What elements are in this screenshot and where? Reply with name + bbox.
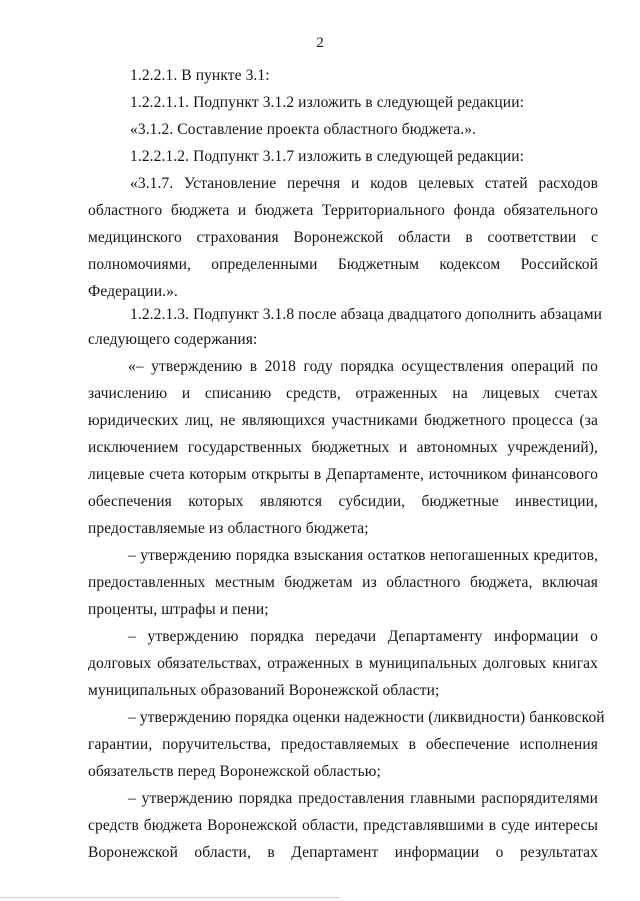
text-line: лицевые счета которым открыты в Департаменте, источником финансового <box>88 466 598 483</box>
text-line: «– утверждению в 2018 году порядка осуществления операций по <box>128 358 598 375</box>
text-line: юридических лиц, не являющихся участниками бюджетного процесса (за <box>88 412 598 429</box>
text-line: полномочиями, определенными Бюджетным кодексом Российской <box>88 256 598 273</box>
text-line: долговых обязательствах, отраженных в муниципальных долговых книгах <box>88 655 598 672</box>
text-line: – утверждению порядка взыскания остатков непогашенных кредитов, <box>128 547 598 564</box>
text-line: медицинского страхования Воронежской области в соответствии с <box>88 229 598 246</box>
text-line: 1.2.2.1.2. Подпункт 3.1.7 изложить в следующей редакции: <box>130 148 525 165</box>
text-line: предоставляемые из областного бюджета; <box>88 520 369 537</box>
text-line: областного бюджета и бюджета Территориального фонда обязательного <box>88 202 598 219</box>
text-line: 1.2.2.1. В пункте 3.1: <box>130 67 270 84</box>
text-line: – утверждению порядка оценки надежности (ликвидности) банковской <box>128 709 605 726</box>
text-line: обязательств перед Воронежской областью; <box>88 763 381 780</box>
text-line: средств бюджета Воронежской области, представлявшими в суде интересы <box>88 817 598 834</box>
text-line: – утверждению порядка передачи Департаменту информации о <box>128 628 598 645</box>
text-line: Воронежской области, в Департамент информации о результатах <box>88 844 598 861</box>
page-edge-divider <box>0 897 340 898</box>
text-line: 1.2.2.1.1. Подпункт 3.1.2 изложить в следующей редакции: <box>130 94 525 111</box>
text-line: Федерации.». <box>88 283 178 300</box>
page-number: 2 <box>316 35 324 51</box>
text-line: – утверждению порядка предоставления главными распорядителями <box>128 790 598 807</box>
text-line: «3.1.2. Составление проекта областного бюджета.». <box>130 121 477 138</box>
text-line: следующего содержания: <box>88 331 258 348</box>
text-line: исключением государственных бюджетных и автономных учреждений), <box>88 439 598 456</box>
text-line: 1.2.2.1.3. Подпункт 3.1.8 после абзаца двадцатого дополнить абзацами <box>130 306 603 323</box>
text-line: зачислению и списанию средств, отраженных на лицевых счетах <box>88 385 598 402</box>
text-line: предоставленных местным бюджетам из областного бюджета, включая <box>88 574 598 591</box>
text-line: обеспечения которых являются субсидии, бюджетные инвестиции, <box>88 493 598 510</box>
text-line: проценты, штрафы и пени; <box>88 601 269 618</box>
text-line: «3.1.7. Установление перечня и кодов целевых статей расходов <box>130 175 598 192</box>
text-line: гарантии, поручительства, предоставляемых в обеспечение исполнения <box>88 736 598 753</box>
text-line: муниципальных образований Воронежской области; <box>88 682 440 699</box>
